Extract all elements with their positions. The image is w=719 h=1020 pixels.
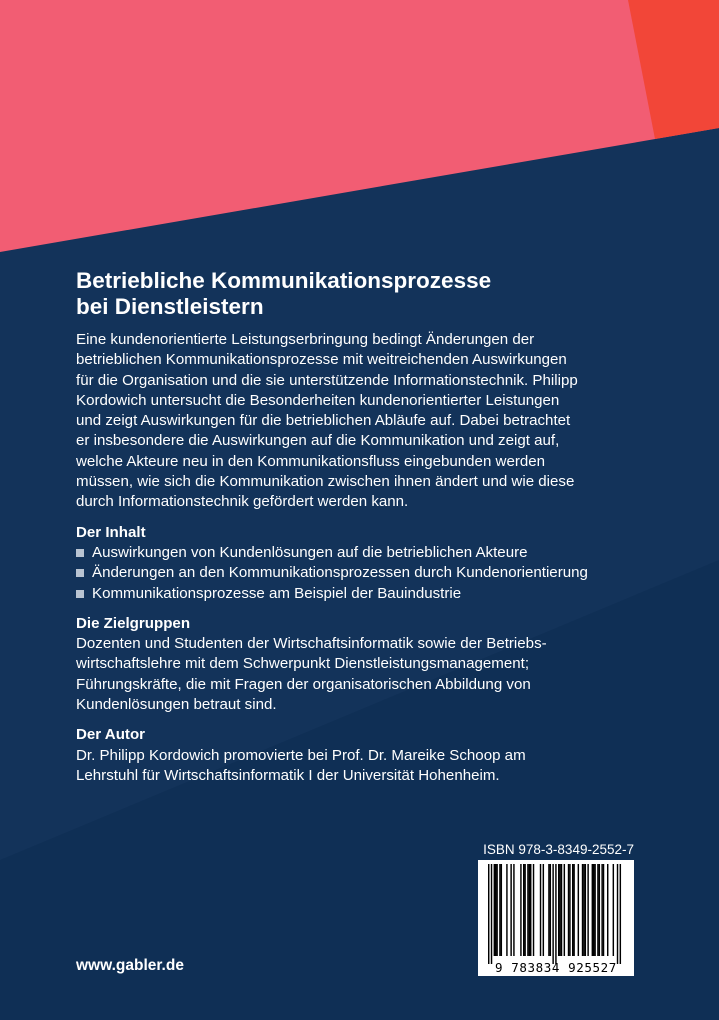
barcode-bar [559, 864, 560, 956]
barcode-bar [569, 864, 570, 956]
target-groups-line: Führungskräfte, die mit Fragen der organisatorischen Abbildung von [76, 675, 531, 693]
description-line: für die Organisation und die sie unterstützende Informationstechnik. Philipp [76, 371, 578, 389]
barcode-digits: 9 783834 925527 [495, 960, 617, 975]
list-item-text: Auswirkungen von Kundenlösungen auf die betrieblichen Akteure [92, 543, 528, 561]
barcode-bar [572, 864, 573, 956]
barcode-bar [550, 864, 551, 956]
bullet-square-icon [76, 590, 84, 598]
description-line: er insbesondere die Auswirkungen auf die Kommunikation und zeigt auf, [76, 432, 560, 450]
description-line: und zeigt Auswirkungen für die betrieblichen Abläufe auf. Dabei betrachtet [76, 412, 571, 430]
barcode-bar [573, 864, 574, 956]
list-item [76, 563, 646, 583]
publisher-website: www.gabler.de [76, 957, 184, 974]
description-line: müssen, wie sich die Kommunikation zwischen ihnen ändert und wie diese [76, 473, 575, 491]
book-description [76, 330, 646, 513]
isbn-label: ISBN 978-3-8349-2552-7 [483, 842, 634, 857]
bullet-square-icon [76, 549, 84, 557]
barcode-bar [597, 864, 598, 956]
book-title-line-2: bei Dienstleistern [76, 294, 264, 319]
barcode-bar [548, 864, 549, 956]
barcode-bar [524, 864, 525, 956]
barcode-bar [587, 864, 588, 956]
barcode-bar [592, 864, 593, 956]
description-line: betrieblichen Kommunikationsprozesse mit weitreichenden Auswirkungen [76, 351, 567, 369]
barcode-bar [533, 864, 534, 956]
barcode-bar [527, 864, 528, 956]
barcode-bar [564, 864, 565, 956]
barcode-bar [620, 864, 621, 964]
barcode-bar [568, 864, 569, 956]
barcode-bar [523, 864, 524, 956]
description-line: welche Akteure neu in den Kommunikationsfluss eingebunden werden [76, 452, 546, 470]
author-line: Dr. Philipp Kordowich promovierte bei Prof. Dr. Mareike Schoop am [76, 746, 526, 764]
barcode-bar [510, 864, 511, 956]
barcode-bar [607, 864, 608, 956]
target-groups-heading: Die Zielgruppen [76, 614, 191, 632]
description-line: Kordowich untersucht die Besonderheiten kundenorientierter Leistungen [76, 391, 560, 409]
barcode-bar [499, 864, 500, 956]
contents-heading: Der Inhalt [76, 523, 146, 541]
barcode-bar [594, 864, 595, 956]
barcode-bar [582, 864, 583, 956]
target-groups-line: Dozenten und Studenten der Wirtschaftsinformatik sowie der Betriebs- [76, 635, 547, 653]
barcode-bar [599, 864, 600, 956]
barcode-bar [578, 864, 579, 956]
barcode-bar [558, 864, 559, 956]
list-item [76, 543, 646, 563]
barcode-bar [520, 864, 521, 956]
barcode-bar [530, 864, 531, 956]
barcode-bar [561, 864, 562, 956]
barcode-bar [543, 864, 544, 956]
barcode-bar [488, 864, 489, 964]
barcode-bar [601, 864, 602, 956]
list-item-text: Änderungen an den Kommunikationsprozessen durch Kundenorientierung [92, 564, 588, 582]
barcode-bar [513, 864, 514, 956]
barcode-bar [494, 864, 495, 956]
target-groups-text [76, 634, 646, 715]
author-heading: Der Autor [76, 726, 146, 744]
description-line: durch Informationstechnik gefördert werden kann. [76, 493, 409, 511]
book-title-line-1: Betriebliche Kommunikationsprozesse [76, 268, 492, 293]
barcode-bar [552, 864, 553, 964]
barcode-bar [491, 864, 492, 964]
list-item [76, 584, 646, 604]
list-item-text: Kommunikationsprozesse am Beispiel der Bauindustrie [92, 584, 462, 602]
cover-text [76, 268, 646, 786]
barcode-bar [506, 864, 507, 956]
barcode-bar [593, 864, 594, 956]
author-text [76, 746, 646, 787]
target-groups-line: wirtschaftslehre mit dem Schwerpunkt Dienstleistungsmanagement; [76, 655, 530, 673]
barcode-bar [496, 864, 497, 956]
barcode-bar [529, 864, 530, 956]
barcode-bar [555, 864, 556, 964]
barcode-bar [613, 864, 614, 956]
barcode-bar [540, 864, 541, 956]
barcode-bar [495, 864, 496, 956]
target-groups-line: Kundenlösungen betraut sind. [76, 696, 277, 714]
book-title [76, 268, 646, 320]
description-line: Eine kundenorientierte Leistungserbringung bedingt Änderungen der [76, 331, 535, 348]
bullet-square-icon [76, 569, 84, 577]
barcode [478, 860, 634, 976]
barcode-bar [603, 864, 604, 956]
barcode-bars [478, 860, 634, 976]
author-line: Lehrstuhl für Wirtschaftsinformatik I der Universität Hohenheim. [76, 766, 500, 784]
barcode-bar [583, 864, 584, 956]
contents-list [76, 543, 646, 604]
barcode-bar [585, 864, 586, 956]
barcode-bar [501, 864, 502, 956]
barcode-bar [617, 864, 618, 964]
